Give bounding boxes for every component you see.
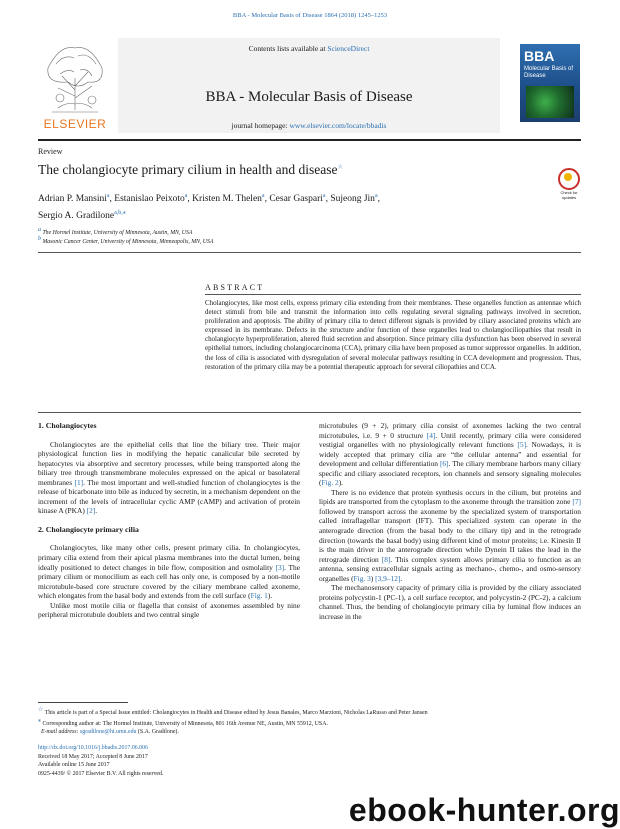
reference-link[interactable]: [1] [74, 477, 84, 487]
abstract-heading: ABSTRACT [205, 283, 265, 292]
cover-image [526, 86, 574, 118]
reference-link[interactable]: [3,9–12] [375, 573, 401, 583]
paragraph: Cholangiocytes are the epithelial cells that line the biliary tree. Their major physiological function lies in modifying the hepatic canalicular bile secreted by hepatocytes via absorptive and secretory processes, while being transported along the biliary tree through transmembrane molecules expressed on the apical or basolateral membranes [1]. The most important and well-studied function of cholangiocytes is the release of bicarbonate into bile as induced by secretin, in a mechanism dependent on the increment of the levels of intracellular cyclic AMP (cAMP) and activation of protein kinase A (PKA) [2]. [38, 439, 300, 516]
author-affil-mark[interactable]: a [106, 193, 110, 199]
journal-cover-thumbnail[interactable] [520, 44, 580, 122]
online-date: Available online 15 June 2017 [38, 762, 110, 769]
paragraph: There is no evidence that protein synthesis occurs in the cilium, but proteins and lipids are transported from the cytoplasm to the axoneme through the transition zone [7] followed by transport across the axoneme by the specialized system of transportation called intraflagellar transport (IFT). This specialized system can operate in the anterograde direction (from the basal body to the ciliary tip) and in the retrograde direction (towards the basal body) using different kind of motor proteins; i.e. Kinesin II is the main driver in the anterograde direction while Dynein II takes the lead in the retrograde direction [8]. This complex system allows primary cilia to function as an antenna, sensing extracellular signals acting as mechano-, chemo-, and osmo-sensory organelles (Fig. 3) [3,9–12]. [319, 487, 581, 583]
journal-citation[interactable]: BBA - Molecular Basis of Disease 1864 (2018) 1245–1253 [232, 12, 388, 19]
header-divider [38, 139, 581, 141]
paragraph: Cholangiocytes, like many other cells, present primary cilia. In cholangiocytes, primary cilia extend from their apical plasma membranes into the ductal lumen, being ideally positioned to detect changes in bile flow, composition and osmolality [3]. The primary cilium or monocilium as each cell has only one, is composed by a non-motile microtubule-based core structure covered by the ciliary membrane called axoneme, which elongates from the basal body and extends from the cell surface (Fig. 1). [38, 543, 300, 601]
sciencedirect-link[interactable]: ScienceDirect [327, 44, 370, 53]
contents-prefix: Contents lists available at [248, 44, 328, 53]
corresponding-author-note: ⁎ Corresponding author at: The Hormel Institute, University of Minnesota, 801 16th Avenue NE, Austin, MN 55912, USA. [38, 718, 328, 728]
elsevier-logo [38, 38, 112, 133]
author-name[interactable]: Sujeong Jin [330, 194, 375, 205]
abstract-text: Cholangiocytes, like most cells, express primary cilia extending from their membranes. These organelles function as antennae which detect stimuli from bile and transmit the information into cells regulating several signaling pathways involved in secretion, proliferation and apoptosis. The ability of primary cilia to detect different signals is provided by ciliary associated proteins which are expressed in its membrane. Defects in the structure and/or function of these organelles lead to cholangiociliopathies that result in cholangiocyte hyperproliferation, altered fluid secretion and absorption. Since primary cilia dysfunction has been observed in several epithelial tumors, including cholangiocarcinoma (CCA), primary cilia have been proposed as tumor suppressor organelles. In addition, the loss of cilia is associated with dysregulation of several molecular pathways resulting in CCA development and progression. Thus, restoration of the primary cilia may be a potential therapeutic approach for several ciliopathies and CCA. [205, 299, 581, 371]
homepage-prefix: journal homepage: [231, 121, 290, 130]
author-affil-mark[interactable]: a [261, 193, 265, 199]
affiliation: b Masonic Cancer Center, University of Minnesota, Minneapolis, MN, USA [38, 236, 214, 245]
check-updates-icon [558, 168, 580, 190]
watermark-text: ebook-hunter.org [348, 792, 620, 828]
footnotes [38, 706, 581, 737]
author-list: Adrian P. Mansini$^a$, Estanislao Peixoto$^a$, Kristen M. Thelen$^a$, Cesar Gaspari$^a$, Sujeong Jin$^a$, Sergio A. Gradilone$^{a,b,⁎}$ [38, 193, 380, 222]
affiliation: a The Hormel Institute, University of Minnesota, Austin, MN, USA [38, 227, 193, 236]
abstract-bottom-divider [38, 412, 581, 413]
affiliation-divider [38, 252, 581, 253]
paragraph: Unlike most motile cilia or flagella that consist of axonemes assembled by nine peripheral microtubule doublets and two central single [38, 600, 300, 620]
body-column-left [38, 421, 300, 620]
reference-link[interactable]: [7] [572, 497, 581, 507]
abstract-divider [205, 294, 581, 295]
contents-line [118, 44, 500, 53]
author-name[interactable]: Estanislao Peixoto [114, 194, 185, 205]
author-affil-mark[interactable]: a [322, 193, 326, 199]
section-heading: 1. Cholangiocytes [38, 421, 97, 430]
paragraph: The mechanosensory capacity of primary cilia is provided by the ciliary associated proteins polycystin-1 (PC-1), a cell surface receptor, and polycystin-2 (PC-2), a calcium channel. Thus, the bending of cholangiocyte primary cilia by luminal flow induces an increase in the [319, 583, 581, 621]
journal-name: BBA - Molecular Basis of Disease [205, 89, 413, 105]
email-note: E-mail address: sgradilone@hi.umn.edu (S.A. Gradilone). [40, 729, 179, 736]
cover-subtitle: Molecular Basis of Disease [524, 66, 574, 79]
reference-link[interactable]: [6] [439, 459, 449, 469]
copyright-line: 0925-4439/ © 2017 Elsevier B.V. All rights reserved. [38, 770, 164, 777]
author-name[interactable]: Cesar Gaspari [269, 194, 323, 205]
check-for-updates-badge[interactable] [557, 168, 581, 198]
author-affil-mark[interactable]: a [184, 193, 188, 199]
figure-link[interactable]: Fig. 3 [353, 573, 371, 583]
elsevier-tree-icon [38, 38, 112, 118]
author-name[interactable]: Sergio A. Gradilone [38, 211, 115, 222]
received-dates: Received 18 May 2017; Accepted 8 June 2017 [38, 753, 148, 760]
special-issue-note: ☆ This article is part of a Special Issue entitled: Cholangiocytes in Health and Disease edited by Jesus Banales, Marco Marzioni, Nicholas LaRusso and Peter Jansen [38, 707, 428, 716]
author-affil-mark[interactable]: a,b,⁎ [114, 210, 126, 217]
reference-link[interactable]: [8] [381, 554, 391, 564]
doi-link[interactable]: http://dx.doi.org/10.1016/j.bbadis.2017.06.006 [38, 745, 149, 751]
author-name[interactable]: Adrian P. Mansini [38, 194, 107, 205]
reference-link[interactable]: [4] [426, 430, 436, 440]
article-type: Review [38, 147, 63, 156]
body-column-right [319, 421, 581, 621]
section-heading: 2. Cholangiocyte primary cilia [38, 524, 139, 534]
figure-link[interactable]: Fig. 1 [250, 591, 268, 601]
cover-title: BBA [524, 48, 555, 64]
email-link[interactable]: sgradilone@hi.umn.edu [80, 729, 137, 736]
footnote-divider [38, 702, 128, 703]
author-affil-mark[interactable]: a [374, 193, 378, 199]
check-updates-label: Check for updates [560, 190, 578, 200]
reference-link[interactable]: [2] [86, 506, 96, 516]
elsevier-wordmark: ELSEVIER [43, 117, 107, 131]
article-title [38, 162, 343, 178]
article-title-text: The cholangiocyte primary cilium in health and disease [38, 162, 338, 177]
homepage-link[interactable]: www.elsevier.com/locate/bbadis [289, 121, 387, 130]
figure-link[interactable]: Fig. 2 [321, 478, 339, 488]
journal-homepage [118, 121, 500, 130]
paragraph: microtubules (9 + 2), primary cilia consist of axonemes lacking the two central microtubules, i.e. 9 + 0 structure [4]. Until recently, primary cilia were considered vestigial organelles with no physiologically relevant functions [5]. Nowadays, it is widely accepted that primary cilia are “the cellular antenna” and essential for development and cellular differentiation [6]. The ciliary membrane harbors many ciliary specific and ciliary associated receptors, ion channels and sensory signaling molecules (Fig. 2). [319, 421, 581, 488]
reference-link[interactable]: [5] [517, 440, 527, 450]
reference-link[interactable]: [3] [275, 562, 285, 572]
author-name[interactable]: Kristen M. Thelen [192, 194, 262, 205]
publication-info [38, 744, 338, 778]
title-footnote-mark[interactable]: ☆ [337, 164, 343, 171]
